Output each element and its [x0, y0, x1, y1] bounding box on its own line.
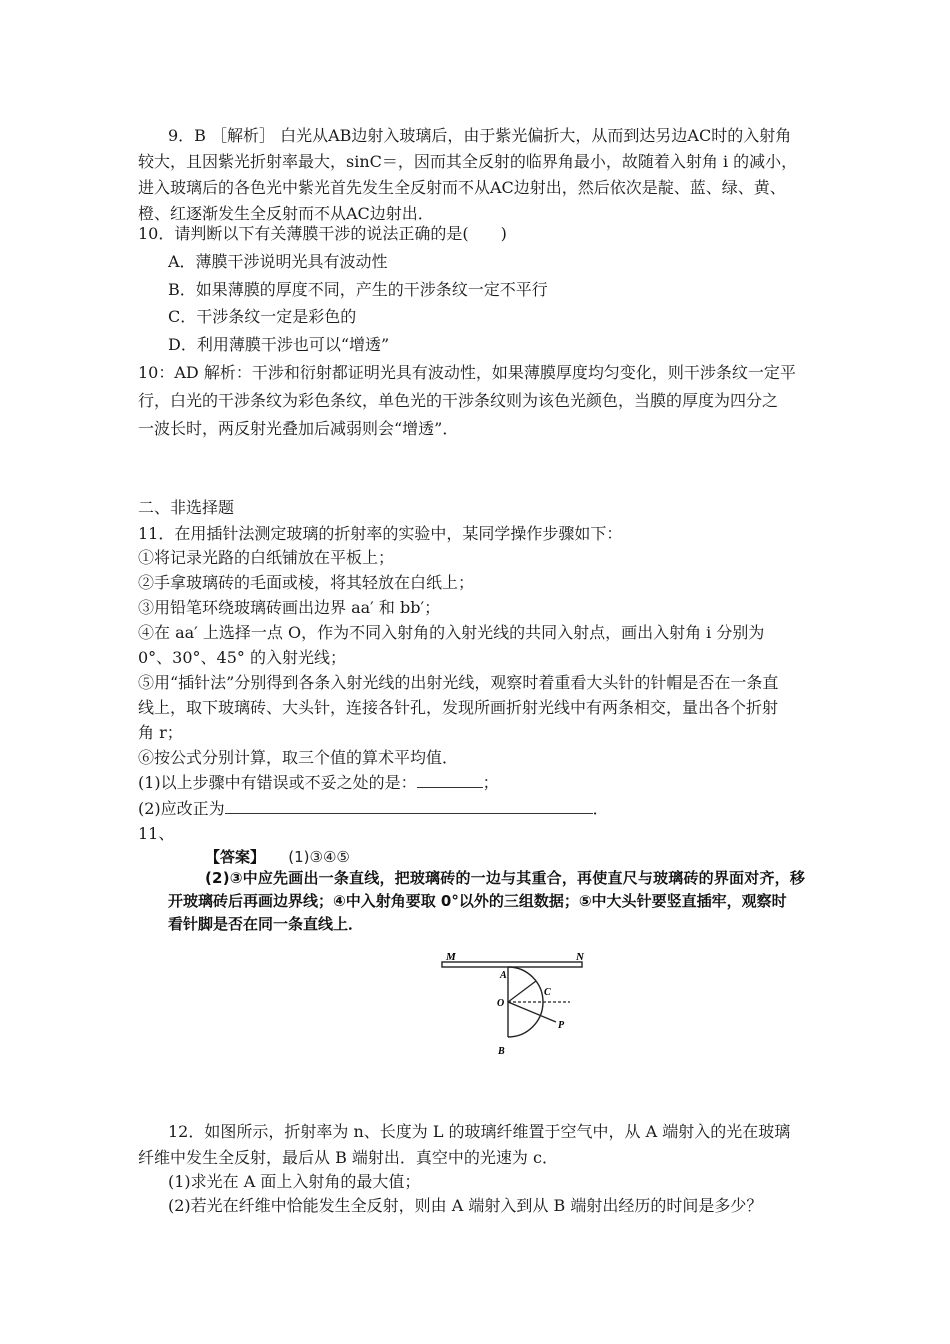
- q11-line-1: 11．在用插针法测定玻璃的折射率的实验中，某同学操作步骤如下：: [138, 524, 623, 543]
- q11-step-4a: ④在 aa′ 上选择一点 O，作为不同入射角的入射光线的共同入射点，画出入射角 i 分别为: [138, 623, 765, 642]
- label-c: C: [544, 987, 551, 998]
- q12-sub1: (1)求光在 A 面上入射角的最大值；: [168, 1172, 421, 1191]
- q12-sub2: (2)若光在纤维中恰能发生全反射，则由 A 端射入到从 B 端射出经历的时间是多少？: [168, 1196, 763, 1215]
- q10-analysis-1: 10：AD 解析：干涉和衍射都证明光具有波动性，如果薄膜厚度均匀变化，则干涉条纹一定平: [138, 363, 796, 382]
- glass-bar: [442, 962, 582, 967]
- q11-step-3: ③用铅笔环绕玻璃砖画出边界 aa′ 和 bb′；: [138, 598, 441, 617]
- label-b: B: [498, 1046, 505, 1057]
- q11-sub2-prefix: (2)应改正为: [138, 799, 225, 818]
- ray-op: [508, 1002, 556, 1022]
- q11-sub1: [138, 771, 499, 795]
- q9-line-1: 9．B ［解析］ 白光从AB边射入玻璃后，由于紫光偏折大，从而到达另边AC时的入射角: [168, 126, 792, 145]
- q11-sub1-blank[interactable]: [417, 771, 483, 788]
- q9-line-3: 进入玻璃后的各色光中紫光首先发生全反射而不从AC边射出，然后依次是靛、蓝、绿、黄、: [138, 178, 786, 197]
- q9-line-2: 较大，且因紫光折射率最大，sinC＝，因而其全反射的临界角最小，故随着入射角 i 的减小，: [138, 152, 798, 171]
- answer-line-3: 看针脚是否在同一条直线上．: [168, 915, 364, 933]
- q11-sub1-prefix: (1)以上步骤中有错误或不妥之处的是：: [138, 773, 417, 792]
- q11-sub2-suffix: ．: [592, 799, 609, 818]
- q9-line-4: 橙、红逐渐发生全反射而不从AC边射出．: [138, 204, 434, 223]
- q11-step-5b: 线上，取下玻璃砖、大头针，连接各针孔，发现所画折射光线中有两条相交，量出各个折射: [138, 698, 779, 717]
- q11-step-5a: ⑤用“插针法”分别得到各条入射光线的出射光线，观察时着重看大头针的针帽是否在一条直: [138, 673, 779, 692]
- q11-step-2: ②手拿玻璃砖的毛面或棱，将其轻放在白纸上；: [138, 573, 475, 592]
- q10-option-d: D．利用薄膜干涉也可以“增透”: [168, 335, 390, 354]
- answer-tag: 【答案】: [205, 848, 266, 866]
- q10-stem: 10．请判断以下有关薄膜干涉的说法正确的是( ): [138, 224, 507, 243]
- label-n: N: [576, 951, 584, 963]
- radius-oc: [508, 981, 536, 1002]
- q11-sub2-blank[interactable]: [225, 797, 593, 814]
- q11-answer-number: 11、: [138, 824, 175, 843]
- answer-part1: (1)③④⑤: [288, 848, 350, 866]
- answer-line-1: (2)③中应先画出一条直线，把玻璃砖的一边与其重合，再使直尺与玻璃砖的界面对齐，移: [205, 869, 806, 887]
- answer-line-2: 开玻璃砖后再画边界线；④中入射角要取 0°以外的三组数据；⑤中大头针要竖直插牢，观察时: [168, 892, 787, 910]
- q10-analysis-2: 行，白光的干涉条纹为彩色条纹，单色光的干涉条纹则为该色光颜色，当膜的厚度为四分之: [138, 391, 779, 410]
- q12-line-1: 12．如图所示，折射率为 n、长度为 L 的玻璃纤维置于空气中，从 A 端射入的光在玻璃: [168, 1122, 791, 1141]
- section-heading: 二、非选择题: [138, 498, 235, 517]
- q10-analysis-3: 一波长时，两反射光叠加后减弱则会“增透”．: [138, 419, 459, 438]
- label-a: A: [500, 970, 507, 981]
- q10-option-a: A．薄膜干涉说明光具有波动性: [168, 252, 388, 271]
- label-p: P: [558, 1020, 565, 1031]
- label-o: O: [497, 998, 505, 1009]
- q11-sub2: [138, 797, 609, 821]
- q11-step-6: ⑥按公式分别计算，取三个值的算术平均值．: [138, 748, 459, 767]
- q11-step-4b: 0°、30°、45° 的入射光线；: [138, 648, 346, 667]
- label-m: M: [446, 951, 456, 963]
- q11-step-5c: 角 r；: [138, 723, 183, 742]
- q10-option-c: C．干涉条纹一定是彩色的: [168, 307, 357, 326]
- q12-line-2: 纤维中发生全反射，最后从 B 端射出．真空中的光速为 c．: [138, 1148, 558, 1167]
- q11-sub1-suffix: ；: [482, 773, 499, 792]
- q11-step-1: ①将记录光路的白纸铺放在平板上；: [138, 548, 395, 567]
- q10-option-b: B．如果薄膜的厚度不同，产生的干涉条纹一定不平行: [168, 280, 548, 299]
- optics-diagram: [438, 950, 598, 1060]
